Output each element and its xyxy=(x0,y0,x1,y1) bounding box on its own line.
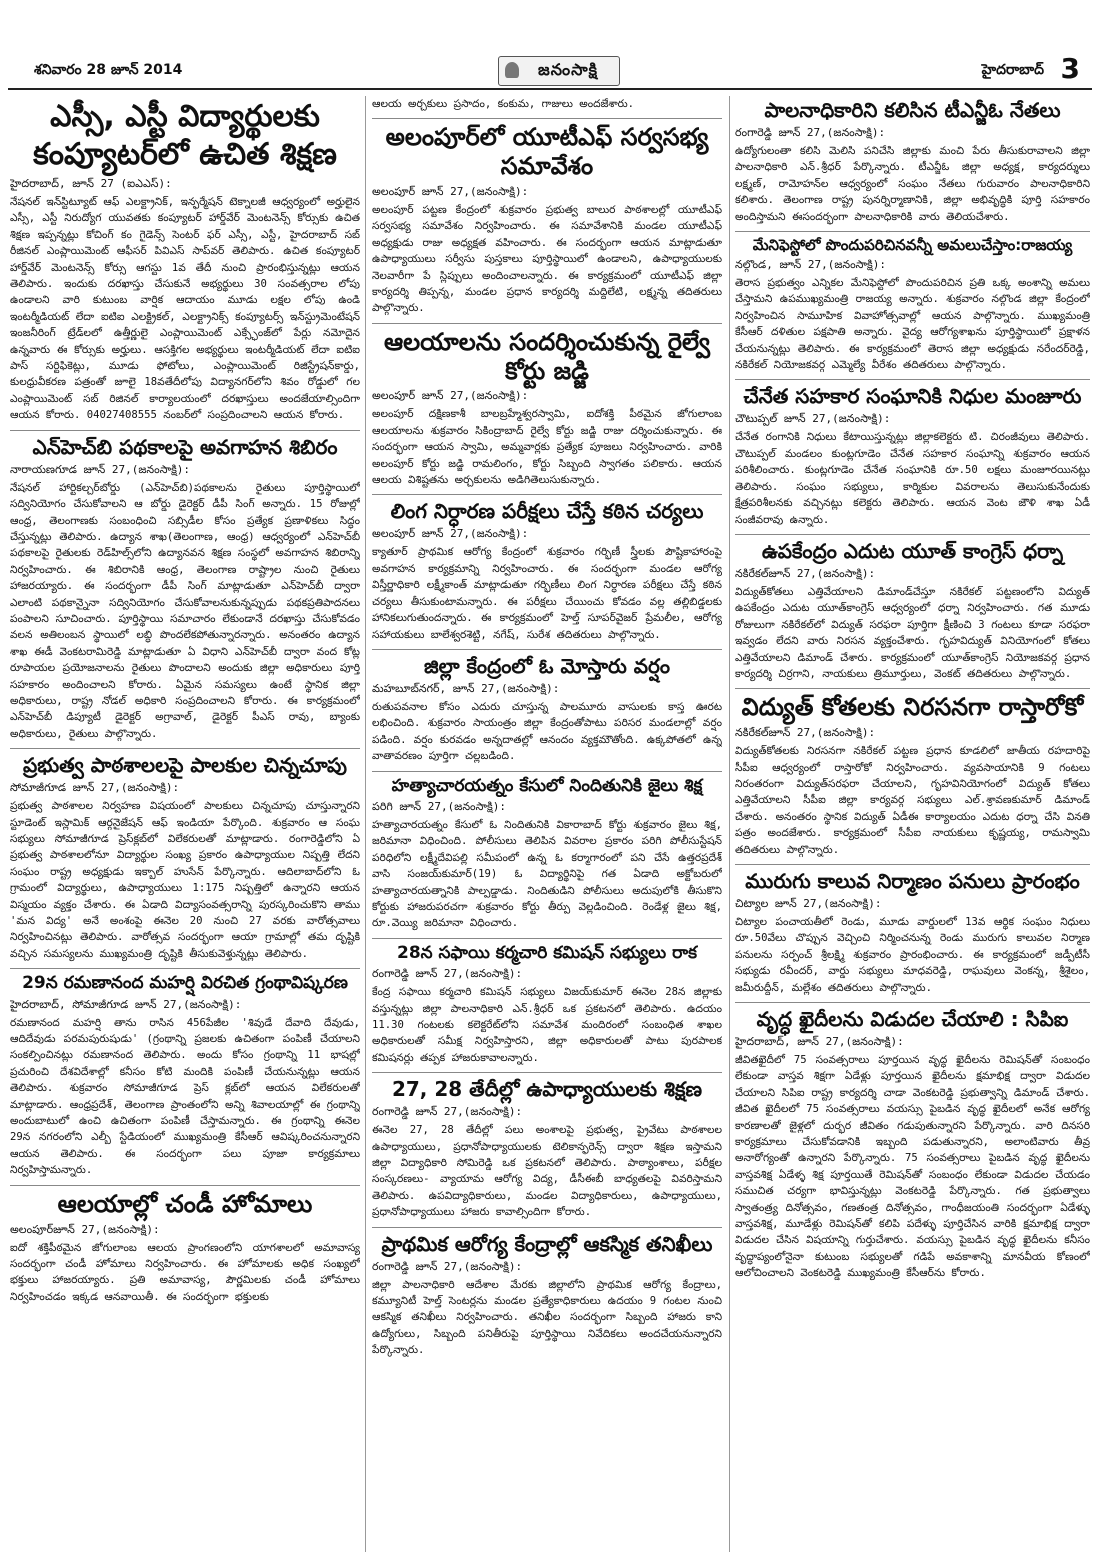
article-body: రమణానంద మహర్షి తాను రాసిన 456పేజీల 'శివుడే దేవాది దేవుడు, ఆదిదేవుడు పరమపురుషుడు' (గ్రంథాన్ని ప్రజలకు ఉచితంగా పంపిణీ చేయాలని సంకల్పించినట్లు రమణానంద తెలిపారు. అందు కోసం గ్రంథాన్ని 11 భాషల్లో ప్రచురించి దేశవిదేశాల్లో కనీసం కోటి మందికి పంపిణీ చేయనున్నట్లు ఆయన తెలిపారు. శుక్రవారం సోమాజీగూడ ప్రెస్ క్లబ్‌లో ఆయన విలేకరులతో మాట్లాడారు. ఆంధ్రప్రదేశ్, తెలంగాణ ప్రాంతంలోని అన్ని శివాలయాల్లో ఈ గ్రంథాన్ని అందుబాటులో ఉంచి ఉచితంగా పంపిణీ చేస్తామన్నారు. ఈ గ్రంథాన్ని ఈనెల 29న నగరంలోని ఎల్బీ స్టేడియంలో ముఖ్యమంత్రి కేసీఆర్ ఆవిష్కరించనున్నారని ఆయన తెలిపారు. ఈ సందర్భంగా పలు పూజా కార్యక్రమాలు నిర్వహిస్తామన్నారు. xyxy=(10,1016,360,1177)
news-article xyxy=(372,1232,722,1359)
article-body: నేషనల్ హార్టికల్చర్‌బోర్డు (ఎన్‌హెచ్‌బి)పథకాలను రైతులు పూర్తిస్థాయిలో సద్వినియోగం చేసుకోవాలని ఆ బోర్డు డైరెక్టర్ డీపీ సింగ్ అన్నారు. 15 రోజుల్లో ఆంధ్ర, తెలంగాణకు సంబంధించి సబ్సిడీల కోసం ప్రత్యేక ప్రణాళికలు సిద్ధం చేస్తున్నట్లు తెలిపారు. ఉద్యాన శాఖ(తెలంగాణ, ఆంధ్ర) ఆధ్వర్యంలో ఎన్‌హెచ్‌బీ పథకాలపై రైతులకు రెడ్‌హిల్స్‌లోని ఉద్యానవన శిక్షణ సంస్థలో అవగాహన శిబిరాన్ని నిర్వహించారు. ఈ శిబిరానికి ఆంధ్ర, తెలంగాణ రాష్ట్రాల నుంచి రైతులు హాజరయ్యారు. ఈ సందర్భంగా డీపీ సింగ్ మాట్లాడుతూ ఎన్‌హెచ్‌బీ ద్వారా ఎలాంటి పథకాన్నైనా సద్వినియోగం చేసుకోవాలనుకున్నప్పుడు పథకప్రతిపాదనలు పంపాలని సూచించారు. పూర్తిస్థాయి సమాచారం లేకుండానే దరఖాస్తు చేసుకోవడం వలన అతిలంబన స్థాయిలో లబ్ధి పొందలేకపోతున్నారన్నారు. అనంతరం ఉద్యాన శాఖ ఈడీ వెంకటరామిరెడ్డి మాట్లాడుతూ ఏ విధాని ఎన్‌హెచ్‌బీ ద్వారా వంద కోట్ల రూపాయల ప్రయోజనాలను రైతులు పొందాలని అందుకు జిల్లా అధికారులు పూర్తి సహకారం అందించాలని కోరారు. ఏమైన సమస్యలు ఉంటే స్థానిక జిల్లా అధికారులు, రాష్ట్ర నోడల్ అధికారి సంప్రదించాలని కోరారు. ఈ కార్యక్రమంలో ఎన్‌హెచ్‌బీ డిప్యూటీ డైరెక్టర్ అగ్రావాల్, డైరెక్టర్ పీఎస్ రావు, బ్యాంకు అధికారులు, రైతులు పాల్గొన్నారు. xyxy=(10,481,360,740)
news-article xyxy=(10,753,360,962)
issue-date: శనివారం 28 జూన్ 2014 xyxy=(34,62,183,78)
article-separator xyxy=(735,688,1090,689)
news-article xyxy=(10,435,360,743)
article-separator xyxy=(10,1185,360,1186)
article-body: విద్యుత్‌కోతలకు నిరసనగా నకిరేకల్ పట్టణ ప్రధాన కూడలిలో జాతీయ రహదారిపై సీపీఐ ఆధ్వర్యంలో రాస్తారోకో నిర్వహించారు. వ్యవసాయానికి 9 గంటలు నిరంతరంగా విద్యుత్‌సరఫరా చేయాలని, గృహవినియోగంలో విద్యుత్ కోతలు ఎత్తివేయాలని సీపీఐ జిల్లా కార్యవర్గ సభ్యులు ఎల్.శ్రావణకుమార్ డిమాండ్ చేశారు. అనంతరం స్థానిక విద్యుత్ ఏడీఈ కార్యాలయం ఎదుట ధర్నా చేసి వినతి పత్రం అందజేశారు. కార్యక్రమంలో సీపీఐ నాయకులు కృష్ణయ్య, రామస్వామి తదితరులు పాల్గొన్నారు. xyxy=(735,745,1090,856)
article-body: విద్యుత్‌కోతలు ఎత్తివేయాలని డిమాండ్‌చేస్తూ నకిరేకల్ పట్టణంలోని విద్యుత్ ఉపకేంద్రం ఎదుట యూత్‌కాంగ్రెస్ ఆధ్వర్యంలో ధర్నా నిర్వహించారు. గత మూడు రోజులుగా నకిరేకల్‌లో విద్యుత్ సరఫరా పూర్తిగా క్షీణించి 3 గంటలు కూడా సరఫరా ఇవ్వడం లేదని వారు నిరసన వ్యక్తంచేశారు. గృహవిద్యుత్ వినియోగంలో కోతలు ఎత్తివేయాలని డిమాండ్ చేశారు. కార్యక్రమంలో యూత్‌కాంగ్రెస్ నియోజకవర్గ ప్రధాన కార్యదర్శి చిర్రగాని, నాయకులు త్రిమూర్తులు, వెంకట్ తదితరులు పాల్గొన్నారు. xyxy=(735,585,1090,680)
article-headline: ఎస్సీ, ఎస్టీ విద్యార్థులకు కంప్యూటర్‌లో ఉచిత శిక్షణ xyxy=(33,99,337,172)
article-headline: ఆలయాలను సందర్శించుకున్న రైల్వే కోర్టు జడ్జి xyxy=(384,327,710,385)
article-body: ఆలయ అర్చకులు ప్రసాదం, కంకుమ, గాజులు అందజేశారు. xyxy=(372,98,634,110)
article-dateline: అలంపూర్ జూన్ 27,(జనంసాక్షి): xyxy=(372,527,529,541)
article-headline: ప్రభుత్వ పాఠశాలలపై పాలకుల చిన్నచూపు xyxy=(23,753,347,778)
news-article xyxy=(372,96,722,112)
news-article xyxy=(735,1007,1090,1282)
news-article xyxy=(735,539,1090,682)
article-separator xyxy=(735,534,1090,535)
article-headline: విద్యుత్ కోతలకు నిరసనగా రాస్తారోకో xyxy=(741,693,1084,722)
article-dateline: అలంపూర్ జూన్ 27,(జనంసాక్షి): xyxy=(372,185,529,198)
article-headline: ఎన్‌హెచ్‌బి పథకాలపై అవగాహన శిబిరం xyxy=(32,434,338,459)
article-headline: చేనేత సహకార సంఘానికి నిధుల మంజూరు xyxy=(743,384,1082,409)
column-3 xyxy=(735,96,1090,1554)
edition-city: హైదరాబాద్ xyxy=(981,62,1044,78)
column-divider xyxy=(729,96,730,1552)
news-article xyxy=(372,123,722,316)
article-headline: 29న రమణానంద మహర్షి విరచిత గ్రంథావిష్కరణ xyxy=(22,973,348,994)
news-article xyxy=(372,943,722,1066)
article-separator xyxy=(735,231,1090,232)
article-separator xyxy=(372,1227,722,1228)
article-body: అలంపూర్ పట్టణ కేంద్రంలో శుక్రవారం ప్రభుత్వ బాలుర పాఠశాలల్లో యూటీఎఫ్ సర్వసభ్య సమావేశం నిర్వహించారు. ఈ సమావేశానికి మండల యూటీఎఫ్ అధ్యక్షుడు రాజు అధ్యక్షత వహించారు. ఈ సందర్భంగా ఆయన మాట్లాడుతూ ఉపాధ్యాయులు సర్వీసు పుస్తకాలు పూర్తిస్థాయిలో ఉండాలని, ఉపాధ్యాయులకు నెలవారీగా పే స్లిప్పులు అందించాలన్నారు. ఈ కార్యక్రమంలో యూటీఎఫ్ జిల్లా కార్యదర్శి తిప్పన్న, మండల ప్రధాన కార్యదర్శి మద్దిలేటి, లక్ష్మన్న తదితరులు పాల్గొన్నారు. xyxy=(372,204,722,315)
article-body: క్యాతూర్ ప్రాథమిక ఆరోగ్య కేంద్రంలో శుక్రవారం గర్భిణీ స్త్రీలకు పౌష్టికాహారంపై అవగాహన కార్యక్రమాన్ని నిర్వహించారు. ఈ సందర్భంగా మండల ఆరోగ్య విస్తీర్ణాధికారి లక్ష్మీకాంత్ మాట్లాడుతూ గర్భిణీలు లింగ నిర్ధారణ పరీక్షలు చేస్తే కఠిన చర్యలు తీసుకుంటామన్నారు. ఈ పరీక్షలు చేయించు కోవడం వల్ల తల్లిబిడ్డలకు హానికలుగుతుందన్నారు. ఈ కార్యక్రమంలో హెల్త్ సూపర్‌వైజర్ ప్రేమలీల, ఆరోగ్య సహాయకులు బాలేశ్వరశెట్టి, నగేష్, సురేశ తదితరులు పాల్గొన్నారు. xyxy=(372,546,722,641)
article-separator xyxy=(735,1002,1090,1003)
news-article xyxy=(372,499,722,642)
article-headline: ప్రాథమిక ఆరోగ్య కేంద్రాల్లో ఆకస్మిక తనిఖీలు xyxy=(381,1231,713,1256)
article-separator xyxy=(372,118,722,119)
news-article xyxy=(10,98,360,424)
article-headline: 28న సఫాయి కర్మచారి కమిషన్ సభ్యులు రాక xyxy=(396,942,697,963)
article-dateline: నల్గొండ, జూన్ 27,(జనంసాక్షి): xyxy=(735,258,887,272)
article-separator xyxy=(10,430,360,431)
article-dateline: హైదరాబాద్, జూన్ 27,(జనంసాక్షి): xyxy=(735,1035,904,1049)
article-body: జిల్లా పాలనాధికారి ఆదేశాల మేరకు జిల్లాలోని ప్రాథమిక ఆరోగ్య కేంద్రాలు, కమ్యూనిటీ హెల్త్ సెంటర్లను మండల ప్రత్యేకాధికారులు ఉదయం 9 గంటల నుంచి ఆకస్మిక తనిఖీలు నిర్వహించారు. తనిఖీల సందర్భంగా సిబ్బంది హాజరు కాని ఉద్యోగులు, సిబ్బంది పనితీరుపై పూర్తిస్థాయి నివేదికలు అందచేయనున్నారని పేర్కొన్నారు. xyxy=(372,1278,722,1357)
news-article xyxy=(735,98,1090,225)
article-separator xyxy=(10,748,360,749)
page-number: 3 xyxy=(1060,52,1080,85)
article-headline: హత్యాచారయత్నం కేసులో నిందితునికి జైలు శిక్ష xyxy=(391,775,703,796)
article-dateline: సోమాజీగూడ జూన్ 27,(జనంసాక్షి): xyxy=(10,781,180,795)
logo-emblem-icon xyxy=(505,62,519,78)
article-separator xyxy=(735,864,1090,865)
article-dateline: రంగారెడ్డి జూన్ 27,(జనంసాక్షి): xyxy=(372,967,523,981)
news-article xyxy=(10,973,360,1178)
article-dateline: పరిగి జూన్ 27,(జనంసాక్షి): xyxy=(372,799,506,813)
article-headline: అలంపూర్‌లో యూటీఎఫ్ సర్వసభ్య సమావేశం xyxy=(385,123,709,181)
article-headline: లింగ నిర్ధారణ పరీక్షలు చేస్తే కఠిన చర్యలు xyxy=(390,499,704,524)
article-headline: జిల్లా కేంద్రంలో ఓ మోస్తారు వర్షం xyxy=(423,653,671,678)
article-body: ఉద్యోగులంతా కలిసి మెలిసి పనిచేసి జిల్లాకు మంచి పేరు తీసుకురావాలని జిల్లా పాలనాధికారి ఎన్.శ్రీధర్ పేర్కొన్నారు. టీఎన్జీఓ జిల్లా అధ్యక్ష, కార్యదర్శులు లక్ష్మణ్, రామోహన్‌ల ఆధ్వర్యంలో సంఘం నేతలు గురువారం పాలనాధికారిని కలిశారు. తెలంగాణ రాష్ట్ర పునర్నిర్మాణానికి, జిల్లా అభివృద్ధికి పూర్తి సహకారం అందిస్తామని ఈసందర్భంగా పాలనాధికారికి వారు తెలియచేశారు. xyxy=(735,145,1090,223)
article-body: చేనేత రంగానికి నిధులు కేటాయిస్తున్నట్లు జిల్లాకలెక్టరు టి. చిరంజీవులు తెలిపారు. చౌటుప్పల్ మండలం కుంట్లగూడెం చేనేత సహకార సంఘాన్ని శుక్రవారం ఆయన పరిశీలించారు. కుంట్లగూడెం చేనేత సంఘానికి రూ.50 లక్షలు మంజూరయినట్లు తెలిపారు. సంఘం సభ్యులు, కార్మికుల వివరాలను తెలుసుకునేందుకు క్షేత్రపరిశీలనకు వచ్చినట్లు కలెక్టరు తెలిపారు. ఆయన వెంట జౌళి శాఖ ఏడీ సంజీవరావు ఉన్నారు. xyxy=(735,431,1090,526)
article-separator xyxy=(372,1072,722,1073)
article-dateline: చౌటుప్పల్ జూన్ 27,(జనంసాక్షి): xyxy=(735,412,891,426)
article-body: చిట్యాల పంచాయతీలో రెండు, మూడు వార్డులలో 13వ ఆర్థిక సంఘం నిధులు రూ.50వేలు చొప్పున వెచ్చించి నిర్మించనున్న రెండు మురుగు కాలువల నిర్మాణ పనులను సర్పంచ్ శ్రీలక్ష్మి శుక్రవారం ప్రారంభించారు. ఈ కార్యక్రమంలో జడ్పీటీసీ సభ్యుడు రవీందర్, వార్డు సభ్యులు మాధవరెడ్డి, రాఘవులు వెంకన్న, శ్రీశైలం, జమీరుద్దీన్, మల్లేశం తదితరులు పాల్గొన్నారు. xyxy=(735,915,1090,994)
news-article xyxy=(372,776,722,932)
news-article xyxy=(372,1077,722,1220)
article-headline: మురుగు కాలువ నిర్మాణం పనులు ప్రారంభం xyxy=(745,868,1080,893)
news-article xyxy=(735,384,1090,527)
article-dateline: నారాయణగూడ జూన్ 27,(జనంసాక్షి): xyxy=(10,462,191,476)
column-1 xyxy=(10,96,360,1554)
masthead-divider xyxy=(8,88,1092,90)
article-separator xyxy=(10,968,360,969)
article-separator xyxy=(372,771,722,772)
article-separator xyxy=(372,649,722,650)
article-body: రుతుపవనాల కోసం ఎదురు చూస్తున్న పాలమూరు వాసులకు కాస్త ఊరట లభించింది. శుక్రవారం సాయంత్రం జిల్లా కేంద్రంతోపాటు పరిసర మండలాల్లో వర్షం పడింది. వర్షం కురవడం అన్నదాతల్లో ఆనందం వ్యక్తమౌతోంది. ఉక్కపోతలో ఉన్న వాతావరణం పూర్తిగా చల్లబడింది. xyxy=(372,700,722,763)
article-dateline: అలంపూర్‌జూన్ 27,(జనంసాక్షి): xyxy=(10,1222,160,1236)
article-body: కేంద్ర సఫాయి కర్మచారి కమిషన్ సభ్యులు విజయ్‌కుమార్ ఈనెల 28న జిల్లాకు వస్తున్నట్లు జిల్లా పాలనాధికారి ఎన్.శ్రీధర్ ఒక ప్రకటనలో తెలిపారు. ఉదయం 11.30 గంటలకు కలెక్టరేట్‌లోని సమావేశ మందిరంలో సంబంధిత శాఖల అధికారులతో సమీక్ష నిర్వహిస్తారని, జిల్లా అధికారులతో పాటు పురపాలక కమిషనర్లు తప్పక హాజరుకావాలన్నారు. xyxy=(372,986,722,1064)
article-separator xyxy=(372,323,722,324)
article-headline: మేనిఫెస్టోలో పొందుపరిచినవన్నీ అమలుచేస్తాం:రాజయ్య xyxy=(752,236,1073,255)
article-body: ప్రభుత్వ పాఠశాలల నిర్వహణ విషయంలో పాలకులు చిన్నచూపు చూస్తున్నారని స్టూడెంట్ ఇస్లామిక్ ఆర్గనైజేషన్ ఆఫ్ ఇండియా పేర్కొంది. శుక్రవారం ఆ సంఘ సభ్యులు సోమాజీగూడ ప్రెస్‌క్లబ్‌లో విలేకరులతో మాట్లాడారు. రంగారెడ్డిలోని ఏ ప్రభుత్వ పాఠశాలలోనూ విద్యార్థుల సంఖ్య ప్రకారం ఉపాధ్యాయుల నిష్పత్తి లేదని సంఘం రాష్ట్ర అధ్యక్షుడు ఇక్బాల్ హుసేన్ పేర్కొన్నారు. ఆదిలాబాద్‌లోని ఓ గ్రామంలో విద్యార్థులు, ఉపాధ్యాయులు 1:175 నిష్పత్తిలో ఉన్నారని ఆయన విస్మయం వ్యక్తం చేశారు. ఈ ఏడాది విద్యాసంవత్సరాన్ని పురస్కరించుకొని తాము 'మన విద్య' అనే అంశంపై ఈనెల 20 నుంచి 27 వరకు వారోత్సవాలు నిర్వహించినట్లు తెలిపారు. వారోత్సవ సందర్భంగా ఆయా గ్రామాల్లో తమ దృష్టికి వచ్చిన సమస్యలను ముఖ్యమంత్రి దృష్టికి తీసుకువెళ్తున్నట్లు తెలిపారు. xyxy=(10,800,360,960)
article-dateline: రంగారెడ్డి జూన్ 27,(జనంసాక్షి): xyxy=(735,126,886,139)
article-headline: ఉపకేంద్రం ఎదుట యూత్ కాంగ్రెస్ ధర్నా xyxy=(761,538,1064,563)
newspaper-logo xyxy=(498,56,620,86)
article-dateline: నకిరేకల్‌జూన్ 27,(జనంసాక్షి): xyxy=(735,566,876,580)
logo-text: జనంసాక్షి xyxy=(538,59,598,79)
news-article xyxy=(372,328,722,489)
article-dateline: అలంపూర్ జూన్ 27,(జనంసాక్షి): xyxy=(372,389,529,403)
article-body: హత్యాచారయత్నం కేసులో ఓ నిందితునికి వికారాబాద్ కోర్టు శుక్రవారం జైలు శిక్ష, జరిమానా విధించింది. పోలీసులు తెలిపిన వివరాల ప్రకారం పరిగి పోలీసుస్టేషన్ పరిధిలోని లక్ష్మీదేవిపల్లి సమీపంలో ఉన్న ఓ కర్మాగారంలో పని చేసే ఉత్తరప్రదేశ్ వాసి సంజయ్‌కుమార్(19) ఓ విద్యార్థినిపై గత ఏడాది అక్టోబరులో హత్యాచారయత్నానికి పాల్పడ్డాడు. నిందితుడిని పోలీసులు అదుపులోకి తీసుకొని కోర్టుకు హాజరుపరచగా శుక్రవారం కోర్టు తీర్పు వెల్లడించింది. రెండేళ్ల జైలు శిక్ష, రూ.వెయ్యి జరిమానా విధించారు. xyxy=(372,818,722,930)
article-dateline: హైదరాబాద్, జూన్ 27 (ఐఎఎస్): xyxy=(10,177,172,190)
article-dateline: మహబూబ్‌నగర్, జూన్ 27,(జనంసాక్షి): xyxy=(372,681,560,695)
article-headline: పాలనాధికారిని కలిసిన టీఎన్జీఓ నేతలు xyxy=(764,98,1061,122)
article-dateline: రంగారెడ్డి జూన్ 27,(జనంసాక్షి): xyxy=(372,1105,523,1119)
article-dateline: నకిరేకల్‌జూన్ 27,(జనంసాక్షి): xyxy=(735,726,876,740)
article-separator xyxy=(735,379,1090,380)
column-2 xyxy=(372,96,722,1554)
article-body: నేషనల్ ఇన్‌స్టిట్యూట్ ఆఫ్ ఎలక్ట్రానిక్, ఇన్ఫర్మేషన్ టెక్నాలజీ ఆధ్వర్యంలో అర్హులైన ఎస్సీ, ఎస్టీ నిరుద్యోగ యువతకు కంప్యూటర్ హార్డ్‌వేర్ మెంటనెన్స్ కోర్సుకు ఉచిత శిక్షణ ఇప్పన్నట్లు కోచింగ్ కం గైడెన్స్ సెంటర్ ఫర్ ఎస్సీ, ఎస్టీ, హైదరాబాద్ సబ్ రీజినల్ ఎంప్లాయిమెంట్ ఆఫీసర్ పివిఎస్ సాప్‌వర్ తెలిపారు. ఉచిత కంప్యూటర్ హార్డ్‌వేర్ మెంటనెన్స్ కోర్సు ఆగస్టు 1వ తేదీ నుంచి ప్రారంభిస్తున్నట్లు ఆయన తెలిపారు. ఇందుకు దరఖాస్తు చేసుకునే అభ్యర్థులు 30 సంవత్సరాల లోపు ఉండాలని వారి కుటుంబ వార్షిక ఆదాయం మూడు లక్షల లోపు ఉండి ఇంటర్మీడియట్ లేదా ఐటిఐ ఎలక్ట్రికల్, ఎలక్ట్రానిక్స్ కంప్యూటర్స్ ఇన్‌స్ట్రుమెంటేషన్ ఇంజనీరింగ్ ట్రేడ్‌లలో ఉత్తీర్ణులై ఎంప్లాయిమెంట్ ఎక్స్ఛేంజ్‌లో పేర్లు నమోదైన ఉన్నవారు ఈ కోర్సుకు అర్హులు. ఆసక్తిగల అభ్యర్థులు ఇంటర్మీడియట్ లేదా ఐటిఐ పాస్ సర్టిఫికెట్లు, మూడు ఫోటోలు, ఎంప్లాయిమెంట్ రిజిస్ట్రేషన్‌కార్డు, కులధ్రువీకరణ పత్రంతో జూలై 18వతేదీలోపు విద్యానగర్‌లోని శివం రోడ్డులో గల ఎంప్లాయిమెంట్ సబ్ రిజినల్ కార్యాలయంలో దరఖాస్తులు అందజేయాల్సిందిగా ఆయన కోరారు. 04027408555 నంబర్‌లో సంప్రదించాలని ఆయన కోరారు. xyxy=(10,196,360,422)
article-body: జీవితఖైదీలో 75 సంవత్సరాలు పూర్తయిన వృద్ధ ఖైదీలను రెమిషన్‌తో సంబంధం లేకుండా వాస్తవ శిక్షగా ఏడేళ్లు పూర్తయిన ఖైదీలను క్షమాభిక్ష ద్వారా విడుదల చేయాలని సిపిఐ రాష్ట్ర కార్యదర్శి చాడా వెంకటరెడ్డి ప్రభుత్వాన్ని డిమాండ్ చేశారు. జీవిత ఖైదీలలో 75 సంవత్సరాలు వయస్సు పైబడిన వృద్ధ ఖైదీలలో అనేక ఆరోగ్య కారణాలతో జైళ్లలో దుర్భర జీవితం గడుపుతున్నారని పేర్కొన్నారు. వారి దినసరి కార్యక్రమాలు చేసుకోవడానికి ఇబ్బంది పడుతున్నారని, అలాంటివారు తీవ్ర అనారోగ్యంతో ఉన్నారని పేర్కొన్నారు. 75 సంవత్సరాలు పైబడిన వృద్ధ ఖైదీలను వాస్తవశిక్ష ఏడేళ్ళ శిక్ష పూర్తయితే రెమిషన్‌తో సంబంధం లేకుండా విడుదల చేయడం సముచిత చర్యగా భావిస్తున్నట్లు వెంకటరెడ్డి పేర్కొన్నారు. గత ప్రభుత్వాలు స్వాతంత్ర్య దినోత్సవం, గణతంత్ర దినోత్సవం, గాంధీజయంతి సందర్భంగా ఏడేళ్ళు వాస్తవశిక్ష, మూడేళ్లు రెమిషన్‌తో కలిపి పదేళ్ళు పూర్తిచేసిన వారికి క్షమాభిక్ష ద్వారా విడుదల చేసిన విషయాన్ని గుర్తుచేశారు. వయస్సు పైబడిన వృద్ధ ఖైదీలను కనీసం వృద్ధాప్యంలోనైనా కుటుంబ సభ్యులతో గడిపే అవకాశాన్ని మానవీయ కోణంలో ఆలోచించాలని వెంకటరెడ్డి ముఖ్యమంత్రి కేసీఆర్‌ను కోరారు. xyxy=(735,1054,1090,1280)
masthead xyxy=(8,54,1092,88)
article-dateline: రంగారెడ్డి జూన్ 27,(జనంసాక్షి): xyxy=(372,1259,523,1273)
article-headline: 27, 28 తేదీల్లో ఉపాధ్యాయులకు శిక్షణ xyxy=(391,1077,703,1102)
article-separator xyxy=(372,938,722,939)
article-dateline: హైదరాబాద్, సోమాజీగూడ జూన్ 27,(జనంసాక్షి): xyxy=(10,997,242,1011)
column-divider xyxy=(365,96,366,1552)
article-separator xyxy=(372,494,722,495)
news-article xyxy=(735,693,1090,858)
article-headline: వృద్ధ ఖైదీలను విడుదల చేయాలి : సిపిఐ xyxy=(756,1007,1069,1032)
news-article xyxy=(735,236,1090,373)
article-dateline: చిట్యాల జూన్ 27,(జనంసాక్షి): xyxy=(735,896,882,910)
article-headline: ఆలయాల్లో చండీ హోమాలు xyxy=(57,1189,313,1218)
news-article xyxy=(10,1190,360,1305)
news-article xyxy=(735,869,1090,996)
article-body: తెరాస ప్రభుత్వం ఎన్నికల మేనిఫెస్టోలో పొందుపరిచిన ప్రతి ఒక్క అంశాన్ని అమలు చేస్తామని ఉపముఖ్యమంత్రి రాజయ్య అన్నారు. శుక్రవారం నల్గొండ జిల్లా కేంద్రంలో నిర్వహించిన సామూహిక వివాహోత్సవాల్లో ఆయన పాల్గొన్నారు. ముఖ్యమంత్రి కేసీఆర్ దళితుల పక్షపాతి అన్నారు. వైద్య ఆరోగ్యశాఖను పూర్తిస్థాయిలో ప్రక్షాళన చేయనున్నట్లు తెలిపారు. ఈ కార్యక్రమంలో తెరాస జిల్లా అధ్యక్షుడు నరేందర్‌రెడ్డి, నకిరేకల్ నియోజకవర్గ ఎమ్మెల్యే వీరేశం తదితరులు పాల్గొన్నారు. xyxy=(735,277,1090,372)
news-article xyxy=(372,654,722,765)
article-body: అలంపూర్ దక్షిణకాశీ బాలబ్రహ్మేశ్వరస్వామి, ఐదోశక్తి పీఠమైన జోగులాంబ ఆలయాలను శుక్రవారం సికింద్రాబాద్ రైల్వే కోర్టు జడ్జి రాజు దర్శించుకున్నారు. ఈ సందర్భంగా ఆయన స్వామి, అమ్మవార్లకు ప్రత్యేక పూజలు నిర్వహించారు. వారికి అలంపూర్ కోర్టు జడ్జి రామలింగం, కోర్టు సిబ్బంది స్వాగతం పలికారు. ఆయన ఆలయ విశిష్టతను అర్చకులను అడిగితెలుసుకున్నారు. xyxy=(372,408,722,487)
article-body: ఐదో శక్తిపీఠమైన జోగులాంబ ఆలయ ప్రాంగణంలోని యాగశాలలో అమావాస్య సందర్భంగా చండీ హోమాలు నిర్వహించారు. ఈ హోమాలకు అధిక సంఖ్యలో భక్తులు హాజరయ్యారు. ప్రతి అమావాస్య, పౌర్ణమిలకు చండీ హోమాలు నిర్వహించడం ఇక్కడ ఆనవాయితీ. ఈ సందర్భంగా భక్తులకు xyxy=(10,1241,360,1303)
article-body: ఈనెల 27, 28 తేదీల్లో పలు అంశాలపై ప్రభుత్వ, ప్రైవేటు పాఠశాలల ఉపాధ్యాయులు, ప్రధానోపాధ్యాయులకు టెలికాన్ఫరెన్స్ ద్వారా శిక్షణ ఇస్తామని జిల్లా విద్యాధికారి సోమిరెడ్డి ఒక ప్రకటనలో తెలిపారు. పాఠ్యాంశాలు, పరీక్షల సంస్కరణలు- వ్యాయామ ఆరోగ్య విద్య, డీసీఈబీ బాధ్యతలపై వివరిస్తామని తెలిపారు. ఉపవిద్యాధికారులు, మండల విద్యాధికారులు, ఉపాధ్యాయులు, ప్రధానోపాధ్యాయులు హాజరు కావాల్సిందిగా కోరారు. xyxy=(372,1124,722,1219)
